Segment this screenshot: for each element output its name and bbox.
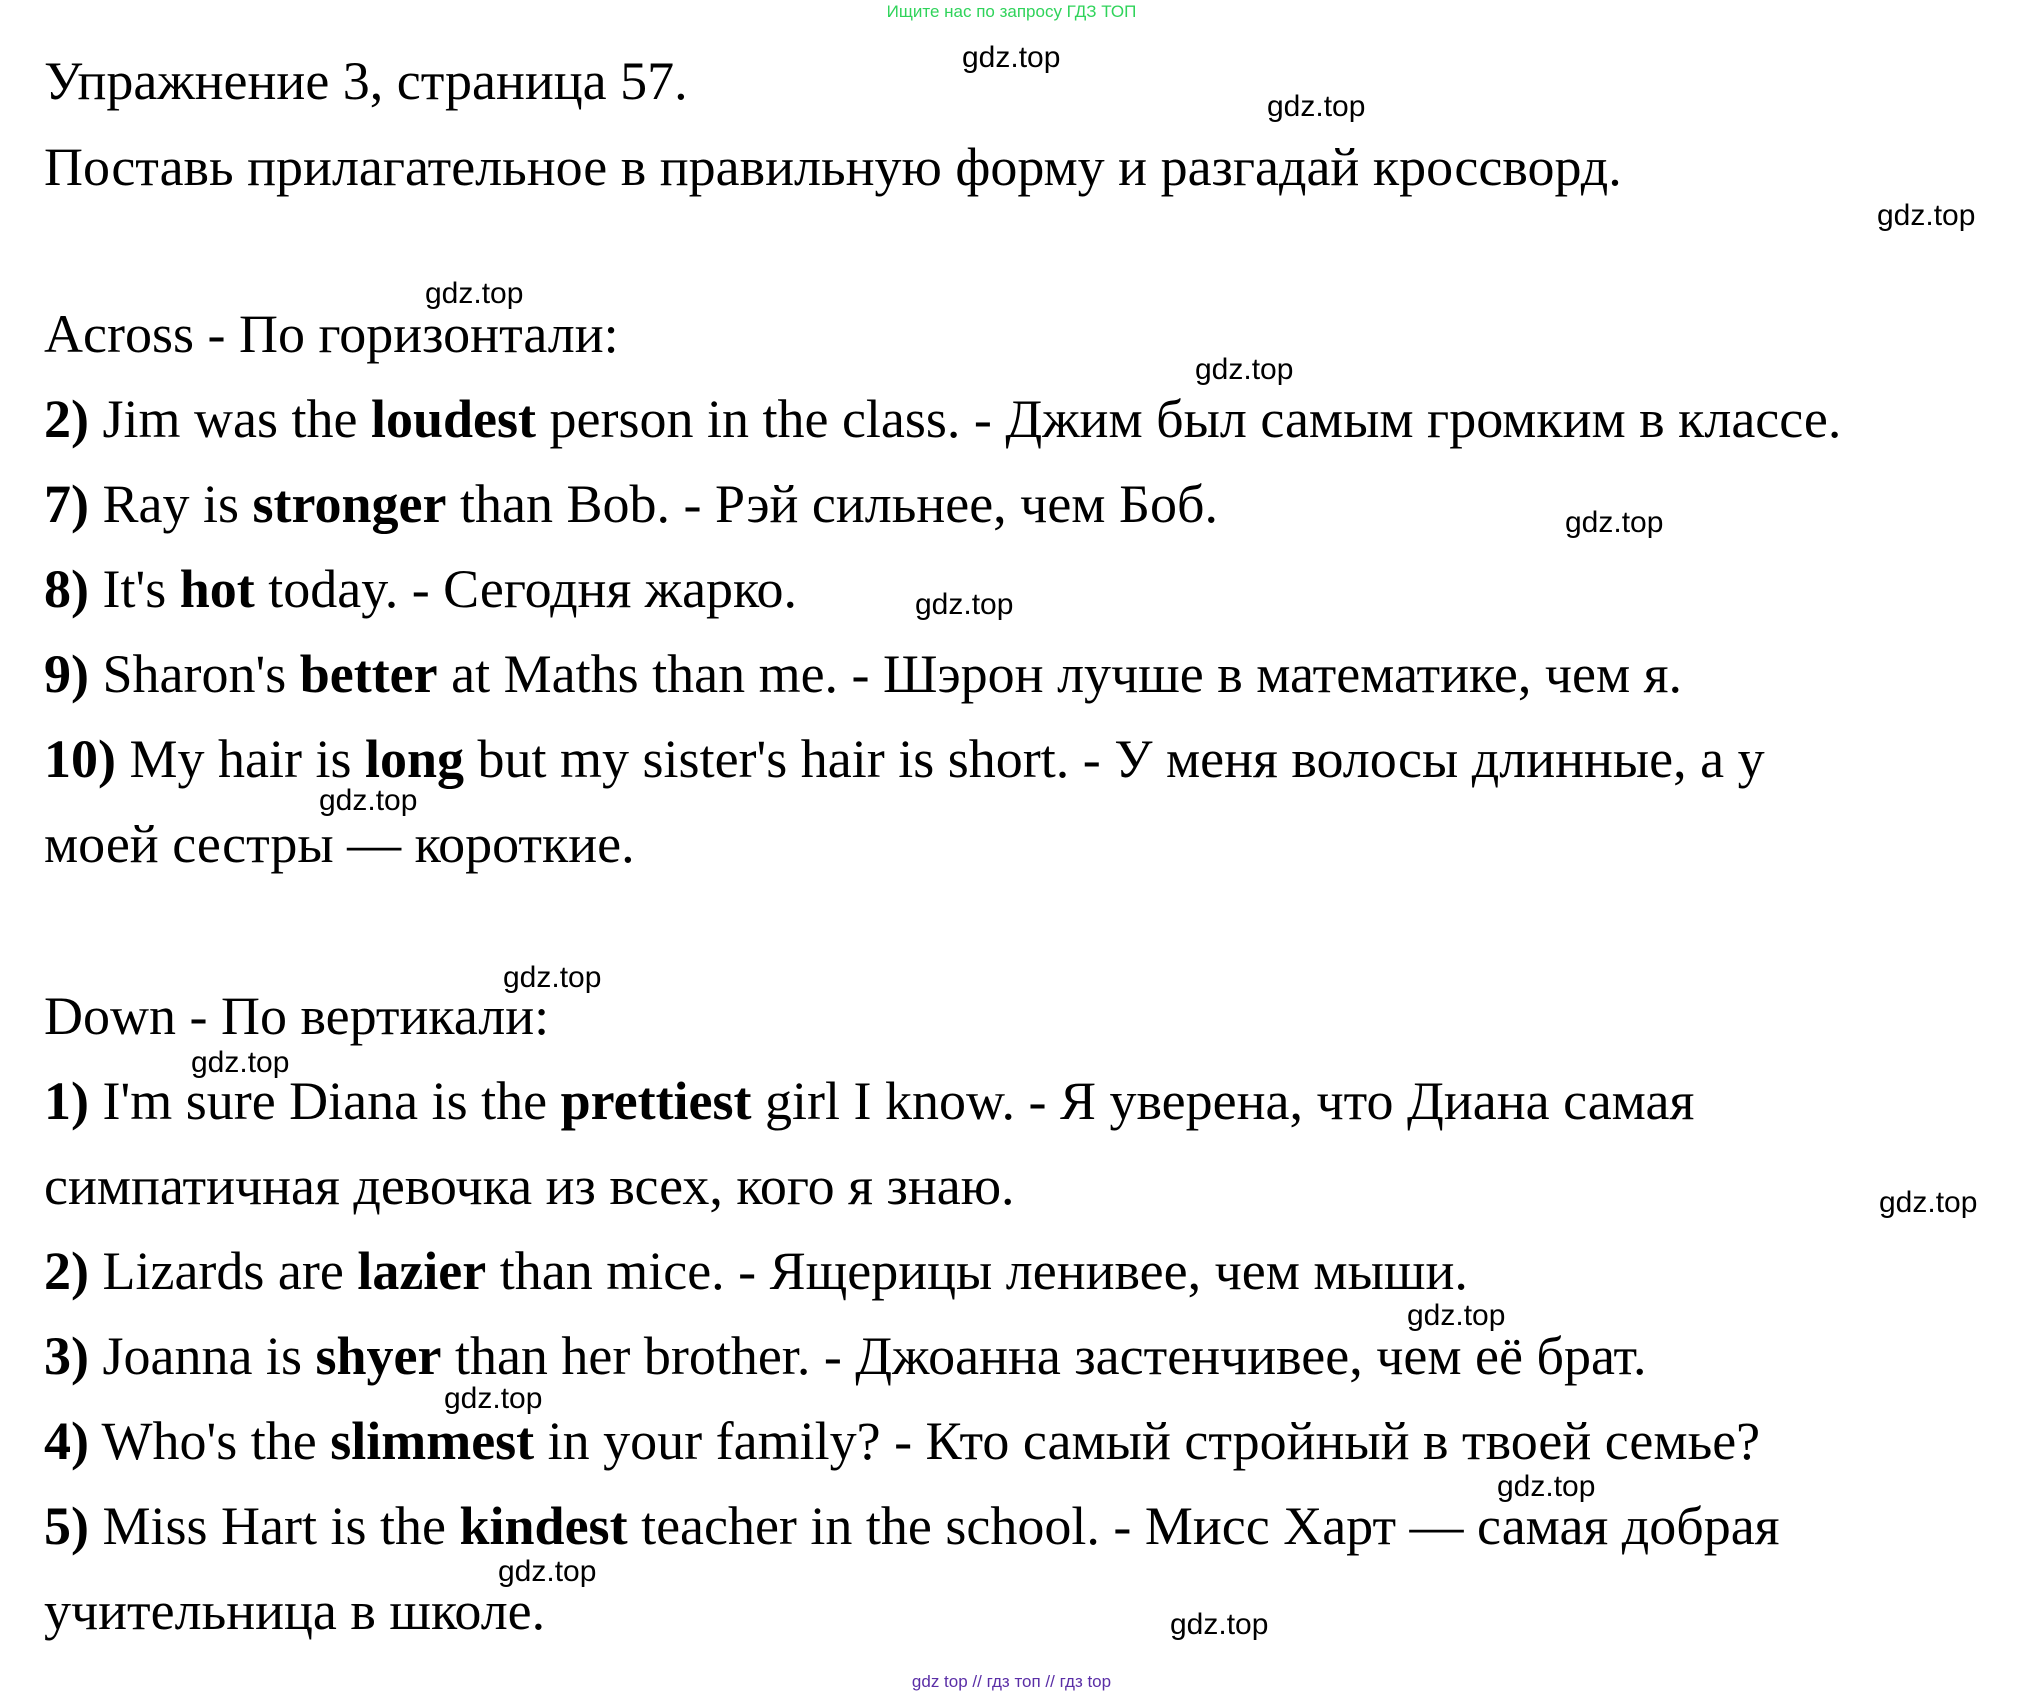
answer-word: long <box>364 729 465 789</box>
answer-word: shyer <box>315 1326 442 1386</box>
answer-word: loudest <box>370 389 537 449</box>
answer-word: prettiest <box>560 1071 752 1131</box>
across-item-continuation: моей сестры — короткие. <box>44 814 635 874</box>
answer-word: slimmest <box>330 1411 535 1471</box>
across-item: 7) Ray is stronger than Bob. - Рэй сильнее, чем Боб. <box>44 474 1218 534</box>
watermark: gdz.top <box>498 1555 597 1588</box>
across-item: 10) My hair is long but my sister's hair is short. - У меня волосы длинные, а у <box>44 729 1765 789</box>
down-item-continuation: симпатичная девочка из всех, кого я знаю. <box>44 1156 1015 1216</box>
watermark: gdz.top <box>1879 1186 1978 1219</box>
across-item: 8) It's hot today. - Сегодня жарко. <box>44 559 798 619</box>
answer-word: better <box>299 644 438 704</box>
task-instruction: Поставь прилагательное в правильную форму и разгадай кроссворд. <box>44 137 1622 197</box>
answer-word: hot <box>179 559 255 619</box>
down-item: 1) I'm sure Diana is the prettiest girl I know. - Я уверена, что Диана самая <box>44 1071 1695 1131</box>
watermark: gdz.top <box>915 588 1014 621</box>
watermark: gdz.top <box>1565 506 1664 539</box>
watermark: gdz.top <box>1407 1299 1506 1332</box>
answer-word: lazier <box>357 1241 487 1301</box>
watermark: gdz.top <box>1267 90 1366 123</box>
down-heading: Down - По вертикали: <box>44 986 550 1046</box>
footer: gdz top // гдз топ // гдз top <box>911 1672 1112 1691</box>
answer-word: kindest <box>459 1496 628 1556</box>
watermark: gdz.top <box>191 1046 290 1079</box>
watermark: gdz.top <box>503 961 602 994</box>
down-item: 2) Lizards are lazier than mice. - Ящерицы ленивее, чем мыши. <box>44 1241 1468 1301</box>
across-heading: Across - По горизонтали: <box>44 304 619 364</box>
watermark: gdz.top <box>1497 1470 1596 1503</box>
exercise-title: Упражнение 3, страница 57. <box>44 51 688 111</box>
down-item: 3) Joanna is shyer than her brother. - Джоанна застенчивее, чем её брат. <box>44 1326 1647 1386</box>
watermark: gdz.top <box>319 784 418 817</box>
watermark: gdz.top <box>1170 1608 1269 1641</box>
top-banner: Ищите нас по запросу ГДЗ ТОП <box>886 2 1137 21</box>
down-item: 4) Who's the slimmest in your family? - Кто самый стройный в твоей семье? <box>44 1411 1761 1471</box>
watermark: gdz.top <box>444 1382 543 1415</box>
watermark: gdz.top <box>1195 353 1294 386</box>
answer-word: stronger <box>252 474 447 534</box>
watermark: gdz.top <box>1877 199 1976 232</box>
watermark: gdz.top <box>962 41 1061 74</box>
across-item: 9) Sharon's better at Maths than me. - Шэрон лучше в математике, чем я. <box>44 644 1683 704</box>
across-item: 2) Jim was the loudest person in the class. - Джим был самым громким в классе. <box>44 389 1842 449</box>
watermark: gdz.top <box>425 277 524 310</box>
down-item: 5) Miss Hart is the kindest teacher in the school. - Мисс Харт — самая добрая <box>44 1496 1780 1556</box>
down-item-continuation: учительница в школе. <box>44 1581 546 1641</box>
